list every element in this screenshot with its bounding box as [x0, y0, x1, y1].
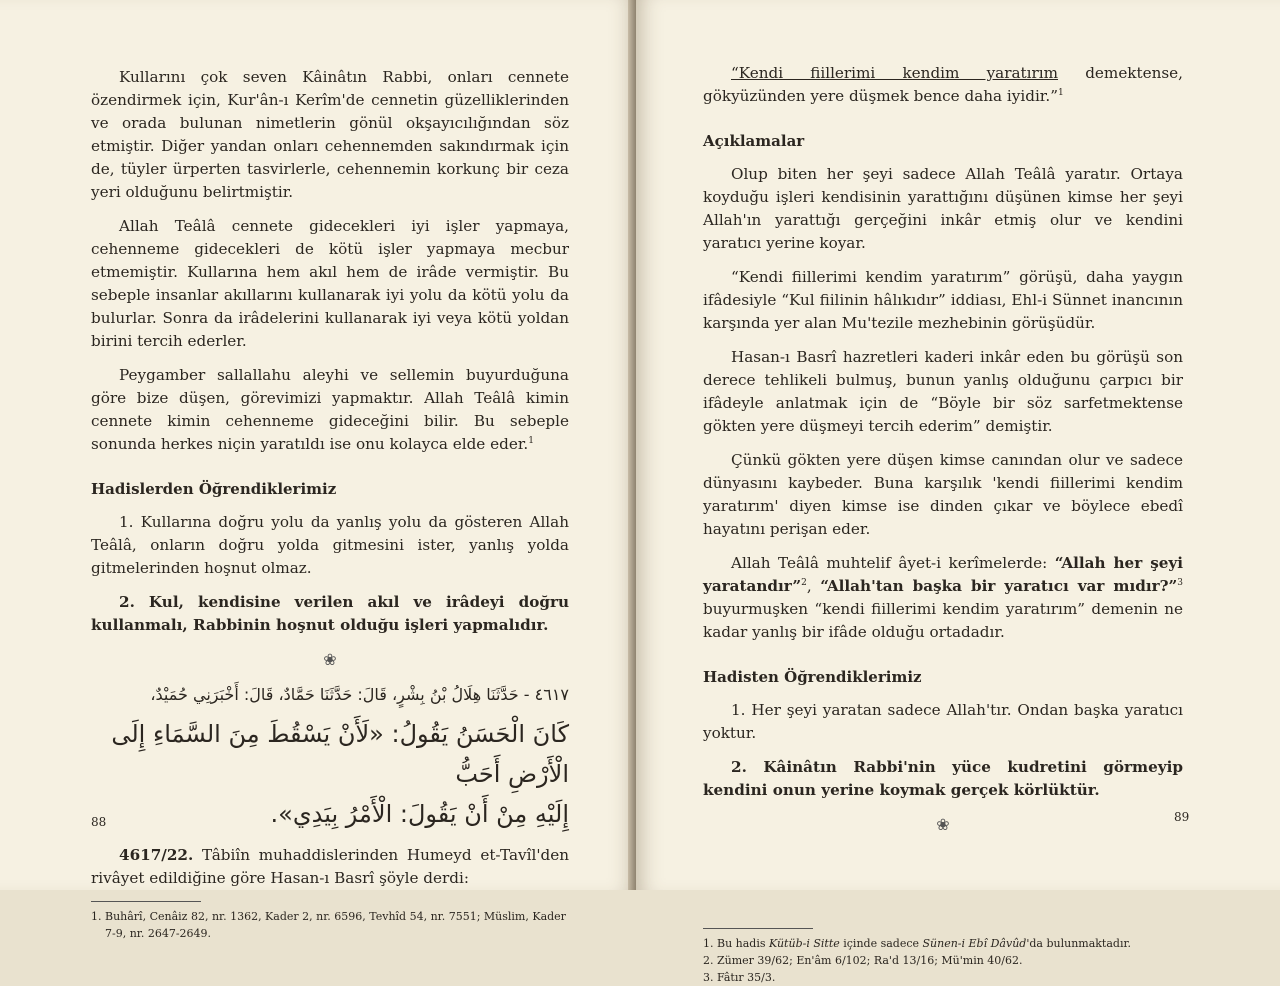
footnote: 1. Buhârî, Cenâiz 82, nr. 1362, Kader 2, nr. 6596, Tevhîd 54, nr. 7551; Müslim, Kader 7-9, nr. 2647-2649.	[91, 910, 566, 940]
flower-ornament-icon: ❀	[323, 650, 337, 669]
left-page	[0, 0, 636, 940]
footnote-ref: 1	[528, 435, 534, 446]
paragraph	[91, 364, 569, 456]
verse-quote: “Allah'tan başka bir yaratıcı var mıdır?”	[820, 577, 1178, 595]
footnote-text: içinde sadece	[839, 937, 923, 950]
paragraph-text: Allah Teâlâ muhtelif âyet-i kerîmelerde:	[731, 554, 1055, 572]
footnote: 3. Fâtır 35/3.	[703, 971, 776, 984]
hadith-number: 4617/22.	[119, 846, 194, 864]
section-heading: Açıklamalar	[703, 132, 805, 150]
footnote	[703, 935, 1183, 952]
quote-underlined: “Kendi fiillerimi kendim yaratırım	[731, 64, 1059, 82]
quote-rest: demektense, gökyüzünden yere düşmek bence daha iyidir.”	[703, 64, 1183, 105]
footnote-ref: 1	[1057, 87, 1064, 98]
paragraph: Olup biten her şeyi sadece Allah Teâlâ yaratır. Ortaya koyduğu işleri kendisinin yarattığını düşünen kimse her şeyi Allah'ın yarattığı gerçeğini inkâr etmiş olur ve kendini yaratıcı yerine koyar.	[703, 165, 1183, 252]
footnote-text: 1. Bu hadis	[703, 937, 769, 950]
page-number: 89	[1174, 810, 1190, 824]
footnote-ref: 2	[801, 577, 807, 588]
arabic-hadith-text: كَانَ الْحَسَنُ يَقُولُ: «لَأَنْ يَسْقُطَ مِنَ السَّمَاءِ إِلَى الْأَرْضِ أَحَبُّ	[111, 720, 569, 788]
footnote-divider	[703, 928, 813, 929]
paragraph: Allah Teâlâ cennete gidecekleri iyi işler yapmaya, cehenneme gidecekleri de kötü işler yapmaya mecbur etmemiştir. Kullarına hem akıl hem de irâde vermiştir. Bu sebeple insanlar akıllarını kullanarak iyi yolu da kötü yolu da bulurlar. Sonra da irâdelerini kullanarak iyi veya kötü yoldan birini tercih ederler.	[91, 217, 569, 350]
footnote-text: 'da bulunmaktadır.	[1026, 937, 1132, 950]
paragraph: Çünkü gökten yere düşen kimse canından olur ve sadece dünyasını kaybeder. Buna karşılık 'kendi fiillerimi kendim yaratırım' diyen kimse ise dinden çıkar ve böylece ebedî hayatını perişan eder.	[703, 451, 1183, 538]
flower-ornament-icon: ❀	[936, 815, 950, 834]
hadith-intro: Tâbiîn muhaddislerinden Humeyd et-Tavîl'den rivâyet edildiğine göre Hasan-ı Basrî şöyle derdi:	[91, 846, 569, 887]
footnote-ref: 3	[1177, 577, 1183, 588]
paragraph	[703, 552, 1183, 644]
paragraph-text: Peygamber sallallahu aleyhi ve sellemin buyurduğuna göre bize düşen, görevimizi yapmaktır. Allah Teâlâ kimin cennete kimin cehenneme gideceğini bilir. Bu sebeple sonunda herkes niçin yaratıldı ise onu kolayca elde eder.	[91, 366, 569, 453]
arabic-hadith-text-end: إِلَيْهِ مِنْ أَنْ يَقُولَ: الْأَمْرُ بِيَدِي».	[270, 800, 569, 828]
lesson-item-bold: 2. Kâinâtın Rabbi'nin yüce kudretini görmeyip kendini onun yerine koymak gerçek körlüktür.	[703, 758, 1183, 799]
page-number: 88	[91, 815, 107, 829]
paragraph-text: ,	[806, 577, 821, 595]
arabic-isnad: ٤٦١٧ - حَدَّثَنَا هِلَالُ بْنُ بِشْرٍ، قَالَ: حَدَّثَنَا حَمَّادٌ، قَالَ: أَخْبَرَنِي حُمَيْدٌ،	[150, 685, 569, 704]
lesson-item: 1. Kullarına doğru yolu da yanlış yolu da gösteren Allah Teâlâ, onların doğru yolda gitmesini ister, yanlış yolda gitmelerinden hoşnut olmaz.	[91, 513, 569, 577]
section-heading: Hadislerden Öğrendiklerimiz	[91, 480, 337, 498]
paragraph: Kullarını çok seven Kâinâtın Rabbi, onları cennete özendirmek için, Kur'ân-ı Kerîm'de cennetin güzelliklerinden ve orada bulunan nimetlerin gönül okşayıcılığından söz etmiştir. Diğer yandan onları cehennemden sakındırmak için de, tüyler ürperten tasvirlerle, cehennemin korkunç bir ceza yeri olduğunu belirtmiştir.	[91, 68, 569, 201]
paragraph: Hasan-ı Basrî hazretleri kaderi inkâr eden bu görüşü son derece tehlikeli bulmuş, bunun yanlış olduğunu çarpıcı bir ifâdeyle anlatmak için de “Böyle bir söz sarfetmektense gökten yere düşmeyi tercih ederim” demiştir.	[703, 348, 1183, 435]
footnote: 2. Zümer 39/62; En'âm 6/102; Ra'd 13/16; Mü'min 40/62.	[703, 954, 1023, 967]
footnote-italic: Kütüb-i Sitte	[769, 937, 840, 950]
footnote-italic: Sünen-i Ebî Dâvûd	[922, 937, 1027, 950]
section-heading: Hadisten Öğrendiklerimiz	[703, 668, 922, 686]
right-page-content	[703, 62, 1183, 986]
left-page-content	[91, 66, 569, 942]
paragraph: “Kendi fiillerimi kendim yaratırım” görüşü, daha yaygın ifâdesiyle “Kul fiilinin hâlıkıdır” iddiası, Ehl-i Sünnet inancının karşında yer alan Mu'tezile mezhebinin görüşüdür.	[703, 268, 1183, 332]
footnote-divider	[91, 901, 201, 902]
lesson-item-bold: 2. Kul, kendisine verilen akıl ve irâdeyi doğru kullanmalı, Rabbinin hoşnut olduğu işleri yapmalıdır.	[91, 593, 569, 634]
spacer	[703, 848, 1183, 918]
paragraph-text: buyurmuşken “kendi fiillerimi kendim yaratırım” demenin ne kadar yanlış bir ifâde olduğu ortadadır.	[703, 600, 1183, 641]
hadith-translation	[91, 844, 569, 890]
verse-quote: “Allah her şeyi yaratandır”	[703, 554, 1183, 595]
quote-paragraph	[703, 62, 1183, 108]
lesson-item: 1. Her şeyi yaratan sadece Allah'tır. Ondan başka yaratıcı yoktur.	[703, 701, 1183, 742]
